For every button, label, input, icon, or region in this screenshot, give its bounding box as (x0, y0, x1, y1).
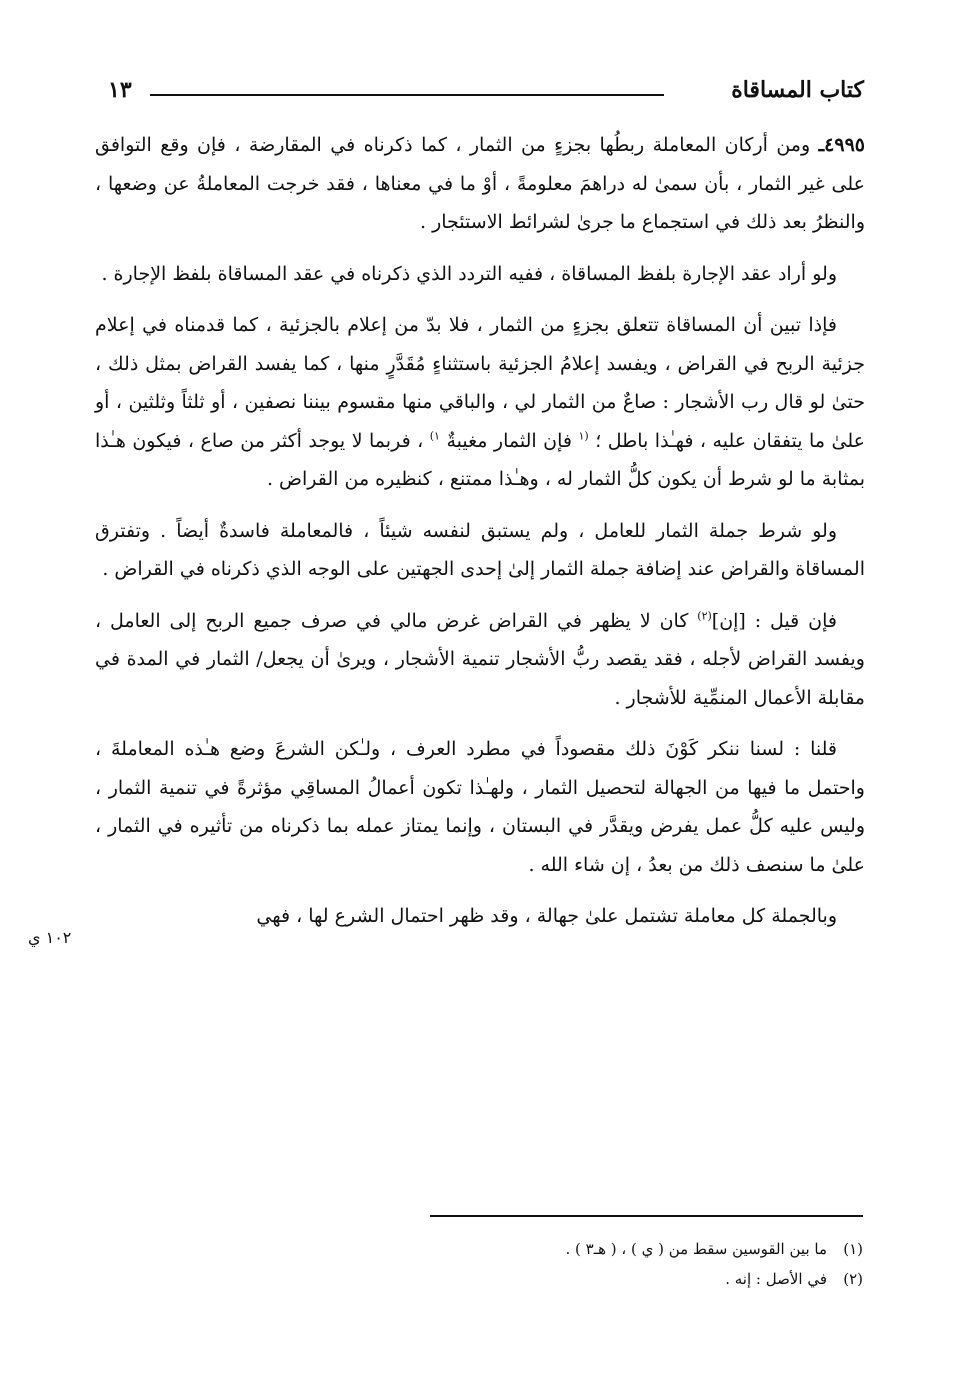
footnote-1-number: (١) (843, 1240, 863, 1258)
paragraph-7: وبالجملة كل معاملة تشتمل علىٰ جهالة ، وقد ظهر احتمال الشرع لها ، فهي (256, 905, 837, 927)
paragraph-4: ولو شرط جملة الثمار للعامل ، ولم يستبق لنفسه شيئاً ، فالمعاملة فاسدةٌ أيضاً . وتفترق المساقاة والقراض عند إضافة جملة الثمار إلىٰ إحدى الجهتين على الوجه الذي ذكرناه في القراض . (95, 519, 865, 580)
page-header (108, 72, 864, 108)
issue-number: ٤٩٩٥ـ (818, 134, 865, 156)
paragraph-5 (95, 602, 865, 718)
footnote-2 (300, 1264, 863, 1294)
footnote-ref-1-open: (١ (578, 429, 589, 443)
footnote-2-text: في الأصل : إنه . (725, 1270, 827, 1288)
footnote-1 (300, 1234, 863, 1264)
paragraph-3-part-b: فإن الثمار مغيبةٌ (446, 429, 572, 452)
page-number: ١٣ (108, 77, 132, 103)
footnote-ref-1-close: ١) (429, 429, 440, 443)
paragraph-5-part-b: كان لا يظهر في القراض غرض مالي في صرف جميع الربح إلى العامل ، ويفسد القراض لأجله ، فقد يقصد ربُّ الأشجار تنمية الأشجار ، ويرىٰ أن يجعل/ الثمار في المدة في مقابلة الأعمال المنمِّية للأشجار . (95, 609, 865, 709)
footnote-ref-2: (٢) (697, 609, 712, 623)
paragraph-5-part-a: فإن قيل : [إن] (711, 609, 837, 632)
paragraph-1 (95, 126, 865, 242)
main-text (95, 126, 865, 949)
footnote-1-text: ما بين القوسين سقط من ( ي ) ، ( هـ٣ ) . (565, 1240, 827, 1258)
footnote-2-number: (٢) (843, 1270, 863, 1288)
manuscript-folio-note: ١٠٢ ي (28, 928, 72, 947)
paragraph-2: ولو أراد عقد الإجارة بلفظ المساقاة ، ففيه التردد الذي ذكرناه في عقد المساقاة بلفظ الإجارة . (101, 262, 837, 285)
paragraph-3-part-c: ، فربما لا يوجد أكثر من صاع ، فيكون هـٰذا بمثابة ما لو شرط أن يكون كلُّ الثمار له ، وهـٰذا ممتنع ، كنظيره من القراض . (95, 429, 865, 490)
paragraph-6: قلنا : لسنا ننكر كَوْنَ ذلك مقصوداً في مطرد العرف ، ولـٰكن الشرعَ وضع هـٰذه المعاملةَ ، واحتمل ما فيها من الجهالة لتحصيل الثمار ، ولهـٰذا تكون أعمالُ المساقِي مؤثرةً في تنمية الثمار ، وليس عليه كلُّ عمل يفرض ويقدَّر في البستان ، وإنما يمتاز عمله بما ذكرناه من تأثيره في الثمار ، علىٰ ما سنصف ذلك من بعدُ ، إن شاء الله . (95, 738, 865, 876)
footnotes (300, 1234, 863, 1294)
paragraph-3-part-a: فإذا تبين أن المساقاة تتعلق بجزءٍ من الثمار ، فلا بدّ من إعلام بالجزئية ، كما قدمناه في إعلام جزئية الربح في القراض ، ويفسد إعلامُ الجزئية باستثناءٍ مُقَدَّرٍ منها ، كما يفسد القراض بمثل ذلك ، حتىٰ لو قال رب الأشجار : صاعٌ من الثمار لي ، والباقي منها مقسوم بيننا نصفين ، أو ثلثاً وثلثين ، أو علىٰ ما يتفقان عليه ، فهـٰذا باطل ؛ (95, 314, 865, 452)
header-rule (150, 94, 664, 96)
paragraph-1-text: ومن أركان المعاملة ربطُها بجزءٍ من الثمار ، كما ذكرناه في المقارضة ، فإن وقع التوافق على غير الثمار ، بأن سمىٰ له دراهمَ معلومةً ، أوْ ما في معناها ، فقد خرجت المعاملةُ عن وضعها ، والنظرُ بعد ذلك في استجماع ما جرىٰ لشرائط الاستئجار . (95, 134, 865, 233)
book-title: كتاب المساقاة (731, 77, 864, 103)
paragraph-3 (95, 306, 865, 499)
footnote-rule (430, 1215, 863, 1217)
